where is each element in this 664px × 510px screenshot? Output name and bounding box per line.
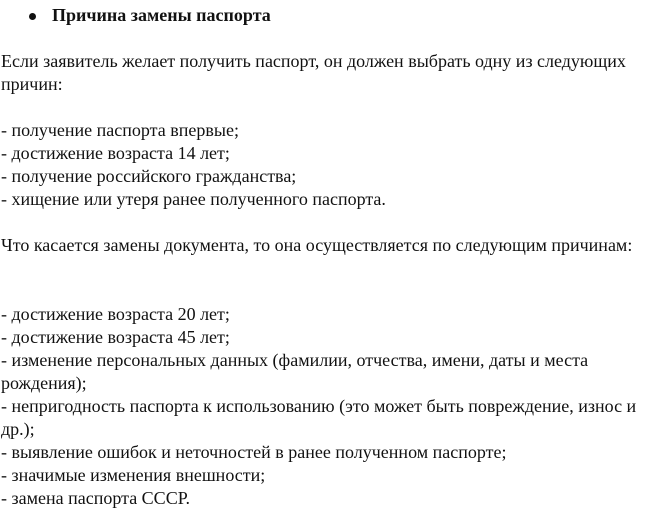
list-item: - получение российского гражданства; [1, 166, 297, 186]
obtain-reasons-list [1, 119, 661, 211]
section-heading-row [0, 4, 664, 27]
replacement-reasons-list [1, 303, 661, 510]
list-item: - изменение персональных данных (фамилии, отчества, имени, даты и места рождения); [1, 350, 589, 393]
list-item: - выявление ошибок и неточностей в ранее полученном паспорте; [1, 442, 507, 462]
list-item: - значимые изменения внешности; [1, 465, 266, 485]
list-item: - достижение возраста 14 лет; [1, 143, 230, 163]
list-item: - получение паспорта впервые; [1, 120, 239, 140]
intro-paragraph: Если заявитель желает получить паспорт, он должен выбрать одну из следующих причин: [1, 51, 626, 94]
section-heading: Причина замены паспорта [52, 5, 271, 25]
list-item: - хищение или утеря ранее полученного паспорта. [1, 189, 386, 209]
list-item: - непригодность паспорта к использованию (это может быть повреждение, износ и др.); [1, 396, 637, 439]
replacement-paragraph: Что касается замены документа, то она осуществляется по следующим причинам: [1, 235, 633, 255]
list-item: - замена паспорта СССР. [1, 488, 190, 508]
list-item: - достижение возраста 20 лет; [1, 304, 230, 324]
bullet-icon [29, 13, 36, 20]
list-item: - достижение возраста 45 лет; [1, 327, 230, 347]
